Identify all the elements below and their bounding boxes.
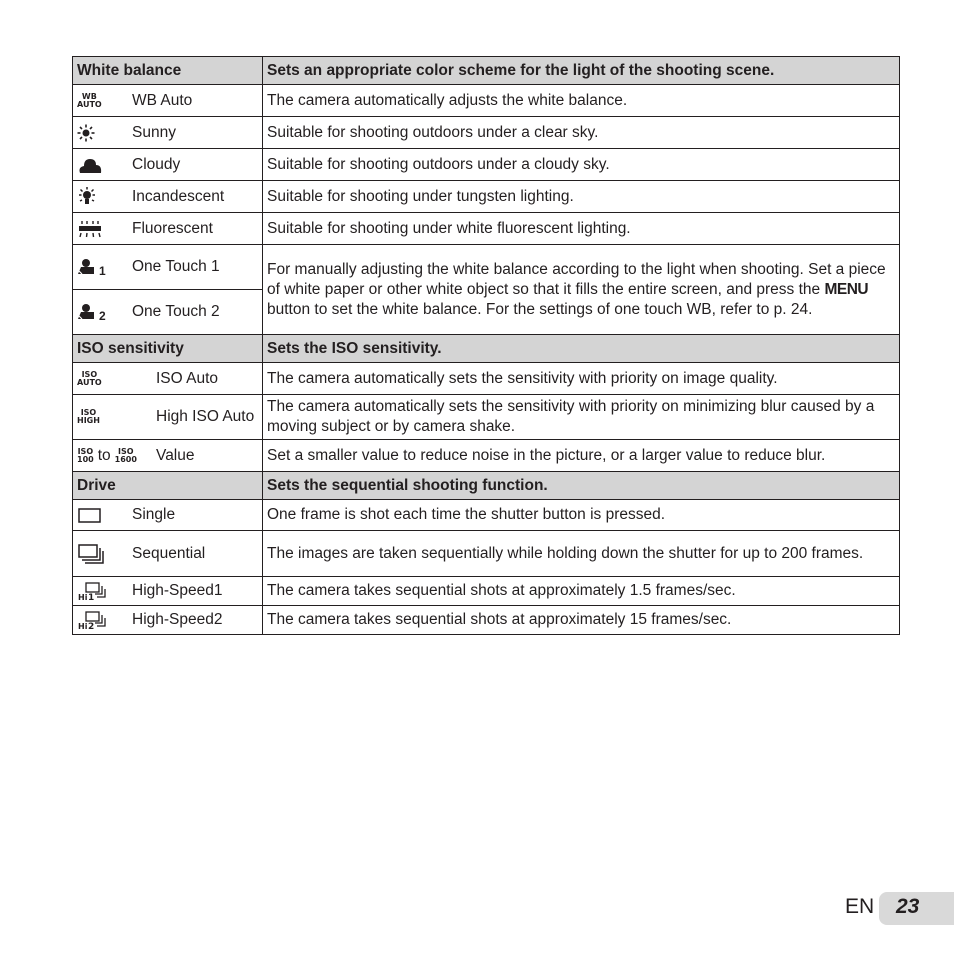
setting-description: The camera automatically sets the sensitivity with priority on minimizing blur caused by a moving subject or by camera shake.	[263, 395, 900, 440]
section-title: Drive	[73, 472, 263, 500]
high-speed2-icon	[77, 609, 132, 631]
table-row	[73, 363, 900, 395]
section-header-iso	[73, 335, 900, 363]
table-row	[73, 500, 900, 531]
icon-text: AUTO	[77, 377, 102, 387]
table-row	[73, 149, 900, 181]
section-description: Sets an appropriate color scheme for the light of the shooting scene.	[263, 57, 900, 85]
table-row	[73, 531, 900, 577]
setting-description: Suitable for shooting under tungsten lighting.	[263, 181, 900, 213]
setting-description: Set a smaller value to reduce noise in the picture, or a larger value to reduce blur.	[263, 440, 900, 472]
range-to-text: to	[97, 446, 111, 464]
section-title: White balance	[73, 57, 263, 85]
icon-subscript: 1	[88, 593, 95, 602]
section-description: Sets the sequential shooting function.	[263, 472, 900, 500]
setting-description: One frame is shot each time the shutter button is pressed.	[263, 500, 900, 531]
table-row	[73, 117, 900, 149]
icon-text: 100	[77, 454, 94, 464]
setting-label: Sequential	[132, 544, 206, 562]
setting-description: The images are taken sequentially while holding down the shutter for up to 200 frames.	[263, 531, 900, 577]
icon-text: 1600	[114, 454, 137, 464]
menu-button-glyph: MENU	[824, 280, 869, 298]
setting-description: The camera takes sequential shots at approximately 15 frames/sec.	[263, 606, 900, 635]
table-row	[73, 395, 900, 440]
table-row	[73, 85, 900, 117]
sunny-icon	[77, 124, 132, 142]
icon-subscript: 1	[99, 264, 106, 278]
description-text: button to set the white balance. For the settings of one touch WB, refer to p. 24.	[267, 300, 813, 318]
setting-description: The camera automatically sets the sensitivity with priority on image quality.	[263, 363, 900, 395]
table-row	[73, 606, 900, 635]
svg-text:Hi: Hi	[78, 593, 88, 602]
incandescent-icon	[77, 187, 132, 207]
description-text: For manually adjusting the white balance according to the light when shooting. Set a piece of white paper or other white object so that it fills the entire screen, and press the	[267, 260, 886, 298]
table-row	[73, 245, 900, 290]
table-row	[73, 181, 900, 213]
setting-label: Single	[132, 506, 176, 523]
iso-high-icon	[77, 409, 156, 425]
setting-label: One Touch 1	[132, 258, 220, 275]
icon-text: ISO	[80, 408, 97, 417]
icon-text: HIGH	[77, 416, 100, 425]
table-row	[73, 213, 900, 245]
one-touch-1-icon	[77, 253, 132, 281]
one-touch-2-icon	[77, 298, 132, 326]
icon-subscript: 2	[88, 622, 95, 631]
svg-text:Hi: Hi	[78, 622, 88, 631]
page-number-tab	[879, 892, 954, 925]
setting-label: High-Speed2	[132, 611, 223, 628]
icon-text: ISO	[77, 446, 94, 456]
iso-value-icons	[77, 446, 156, 466]
icon-text: ISO	[118, 446, 134, 456]
icon-text: AUTO	[77, 99, 102, 109]
settings-table	[72, 56, 900, 635]
section-description: Sets the ISO sensitivity.	[263, 335, 900, 363]
language-label: EN	[845, 895, 875, 918]
icon-subscript: 2	[99, 309, 106, 323]
setting-description: The camera automatically adjusts the white balance.	[263, 85, 900, 117]
setting-label: Fluorescent	[132, 219, 213, 237]
table-row	[73, 440, 900, 472]
sequential-icon	[77, 543, 132, 565]
wb-auto-icon	[77, 93, 132, 109]
iso-1600-icon	[115, 448, 137, 464]
icon-text: ISO	[81, 369, 98, 379]
icon-text: WB	[81, 91, 97, 101]
setting-label: High ISO Auto	[156, 408, 255, 425]
setting-label: ISO Auto	[156, 369, 219, 387]
table-row	[73, 577, 900, 606]
page-footer	[0, 892, 954, 925]
setting-label: Cloudy	[132, 155, 181, 173]
setting-description: The camera takes sequential shots at approximately 1.5 frames/sec.	[263, 577, 900, 606]
setting-label: Sunny	[132, 123, 176, 141]
setting-label: WB Auto	[132, 91, 193, 109]
setting-label: Incandescent	[132, 187, 225, 205]
fluorescent-icon	[77, 220, 132, 238]
setting-description: Suitable for shooting outdoors under a cloudy sky.	[263, 149, 900, 181]
cloudy-icon	[77, 156, 132, 174]
setting-description	[263, 245, 900, 335]
section-header-drive	[73, 472, 900, 500]
setting-description: Suitable for shooting under white fluorescent lighting.	[263, 213, 900, 245]
setting-label: One Touch 2	[132, 303, 220, 320]
iso-100-icon	[77, 448, 94, 464]
section-header-white-balance	[73, 57, 900, 85]
page-number: 23	[896, 895, 920, 918]
setting-label: High-Speed1	[132, 582, 223, 599]
setting-label: Value	[156, 446, 195, 464]
high-speed1-icon	[77, 580, 132, 602]
iso-auto-icon	[77, 371, 156, 387]
setting-description: Suitable for shooting outdoors under a clear sky.	[263, 117, 900, 149]
section-title: ISO sensitivity	[73, 335, 263, 363]
single-icon	[77, 506, 132, 524]
